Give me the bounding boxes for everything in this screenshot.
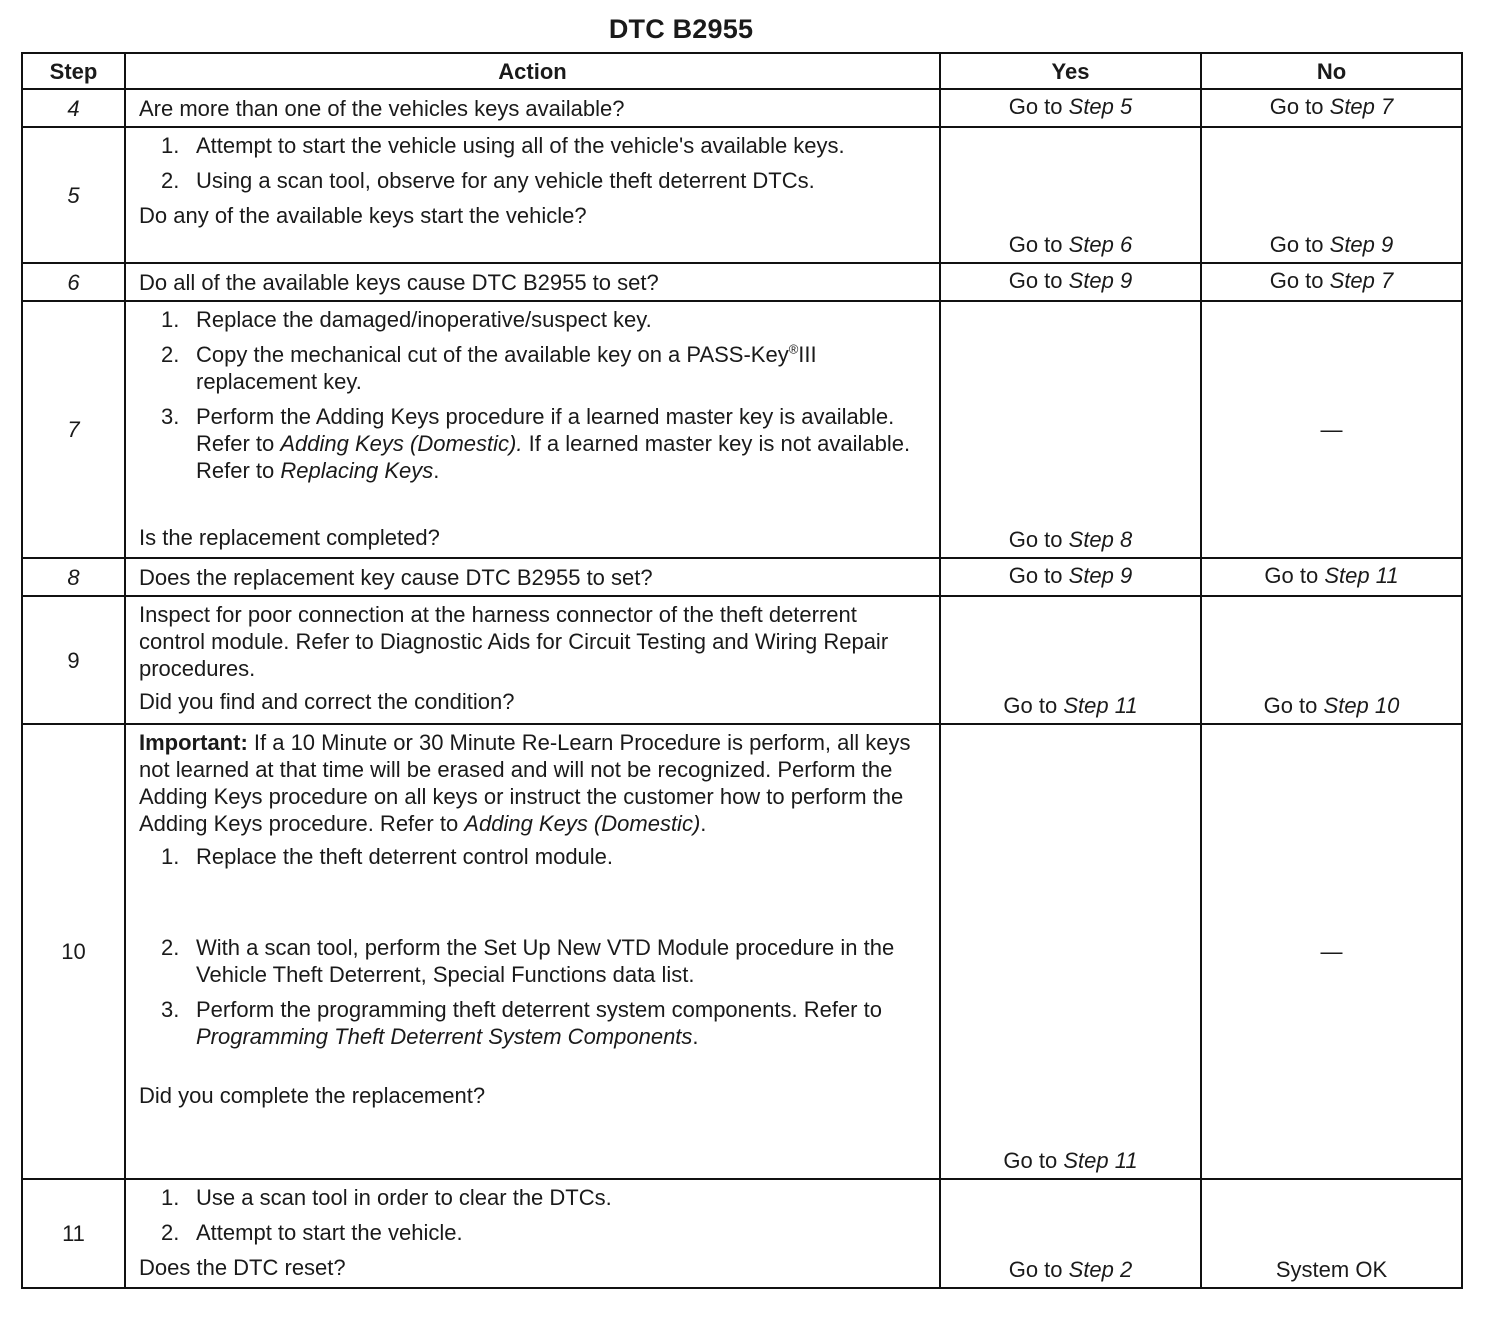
list-item: 3. Perform the programming theft deterrent system components. Refer to Programming Theft Deterrent System Components. — [161, 997, 882, 1049]
step-word: Step — [1323, 693, 1369, 718]
list-item-text: Using a scan tool, observe for any vehicle theft deterrent DTCs. — [196, 168, 815, 193]
table-row — [22, 89, 1462, 127]
important-text: If a 10 Minute or 30 Minute Re-Learn Procedure is perform, all keys not learned at that time will be erased and will not be recognized. Perform the Adding Keys procedure on all keys or instruct the customer how to perform the Adding Keys procedure. Refer to — [139, 730, 911, 836]
step-word: Step — [1068, 93, 1114, 119]
step-word: Step — [1329, 267, 1375, 293]
table-row — [22, 724, 1462, 1179]
action-steps-list — [139, 1184, 925, 1246]
dtc-diagnostic-table — [21, 52, 1463, 1289]
step-ref: 9 — [1381, 232, 1394, 257]
important-label: Important: — [139, 730, 248, 755]
step-word: Step — [1068, 1257, 1114, 1282]
header-action: Action — [125, 53, 940, 89]
list-item-text: Replace the theft deterrent control module. — [196, 844, 614, 869]
list-item: 1. Replace the damaged/inoperative/suspect key. — [161, 307, 652, 332]
yes-cell — [940, 301, 1201, 558]
table-row — [22, 1179, 1462, 1288]
action-steps-list — [139, 843, 925, 1050]
table-row — [22, 263, 1462, 301]
go-to-text: Go to — [1263, 693, 1318, 718]
list-item: 1. Use a scan tool in order to clear the DTCs. — [161, 1185, 612, 1210]
go-to-text: Go to — [1003, 693, 1058, 718]
go-to-text: Go to — [1008, 232, 1063, 257]
action-question: Are more than one of the vehicles keys available? — [139, 95, 625, 121]
list-item: 3. Perform the Adding Keys procedure if a learned master key is available. Refer to Adding Keys (Domestic). If a learned master key is not available. Refer to Replacing Keys. — [161, 404, 911, 483]
step-number: 9 — [22, 596, 125, 724]
step-number: 10 — [22, 724, 125, 1179]
action-question: Does the DTC reset? — [139, 1255, 346, 1280]
no-cell — [1201, 89, 1462, 127]
action-question: Does the replacement key cause DTC B2955 to set? — [139, 564, 653, 590]
action-cell — [125, 558, 940, 596]
header-no: No — [1201, 53, 1462, 89]
no-cell — [1201, 558, 1462, 596]
action-question: Did you find and correct the condition? — [139, 689, 515, 714]
list-item-text: Replace the damaged/inoperative/suspect key. — [196, 307, 652, 332]
no-dash: — — [1320, 939, 1343, 964]
go-to-text: Go to — [1008, 93, 1063, 119]
step-number: 11 — [22, 1179, 125, 1288]
step-number: 4 — [22, 89, 125, 127]
step-ref: 5 — [1120, 93, 1133, 119]
step-ref: 10 — [1374, 693, 1400, 718]
yes-cell — [940, 263, 1201, 301]
action-steps-list — [139, 132, 925, 194]
reference-link[interactable]: Adding Keys (Domestic) — [464, 811, 701, 836]
yes-cell — [940, 724, 1201, 1179]
no-cell — [1201, 1179, 1462, 1288]
table-row — [22, 301, 1462, 558]
action-question: Do all of the available keys cause DTC B2955 to set? — [139, 269, 659, 295]
list-item: 2. Attempt to start the vehicle. — [161, 1220, 463, 1245]
list-item: 2. Copy the mechanical cut of the available key on a PASS-Key®III replacement key. — [161, 341, 817, 394]
action-cell — [125, 1179, 940, 1288]
action-question: Is the replacement completed? — [139, 525, 440, 550]
no-dash: — — [1320, 417, 1343, 442]
action-text: Inspect for poor connection at the harness connector of the theft deterrent control module. Refer to Diagnostic Aids for Circuit Testing and Wiring Repair procedures. — [139, 602, 889, 681]
list-item: 2. Using a scan tool, observe for any vehicle theft deterrent DTCs. — [161, 168, 815, 193]
step-word: Step — [1063, 693, 1109, 718]
step-ref: 9 — [1120, 267, 1133, 293]
table-row — [22, 558, 1462, 596]
action-cell — [125, 724, 940, 1179]
list-item-text: Attempt to start the vehicle using all of the vehicle's available keys. — [196, 133, 845, 158]
step-word: Step — [1063, 1148, 1109, 1173]
step-number: 8 — [22, 558, 125, 596]
list-item: 1. Replace the theft deterrent control module. — [161, 844, 614, 869]
result-text: System OK — [1275, 1257, 1388, 1282]
go-to-text: Go to — [1003, 1148, 1058, 1173]
step-word: Step — [1068, 267, 1114, 293]
step-word: Step — [1324, 562, 1370, 588]
go-to-text: Go to — [1008, 267, 1063, 293]
step-number: 6 — [22, 263, 125, 301]
step-ref: 6 — [1120, 232, 1133, 257]
step-ref: 8 — [1120, 527, 1133, 552]
step-ref: 9 — [1120, 562, 1133, 588]
table-header-row — [22, 53, 1462, 89]
step-word: Step — [1329, 232, 1375, 257]
step-word: Step — [1068, 562, 1114, 588]
yes-cell — [940, 89, 1201, 127]
list-item-text: III replacement key. — [196, 342, 817, 394]
action-steps-list — [139, 306, 925, 484]
step-number: 5 — [22, 127, 125, 263]
yes-cell — [940, 1179, 1201, 1288]
action-cell — [125, 596, 940, 724]
list-item-text: Copy the mechanical cut of the available key on a PASS-Key — [196, 342, 789, 367]
step-ref: 2 — [1120, 1257, 1133, 1282]
action-cell — [125, 263, 940, 301]
punctuation: . — [433, 458, 440, 483]
table-row — [22, 127, 1462, 263]
go-to-text: Go to — [1008, 1257, 1063, 1282]
step-word: Step — [1068, 232, 1114, 257]
step-word: Step — [1068, 527, 1114, 552]
list-item: 1. Attempt to start the vehicle using all of the vehicle's available keys. — [161, 133, 845, 158]
step-number: 7 — [22, 301, 125, 558]
list-item-text: Attempt to start the vehicle. — [196, 1220, 463, 1245]
go-to-text: Go to — [1008, 527, 1063, 552]
punctuation: . — [692, 1024, 699, 1049]
go-to-text: Go to — [1269, 267, 1324, 293]
no-cell — [1201, 263, 1462, 301]
list-item-text: Use a scan tool in order to clear the DTCs. — [196, 1185, 612, 1210]
action-cell — [125, 301, 940, 558]
reference-link[interactable]: Programming Theft Deterrent System Components — [196, 1024, 693, 1049]
action-cell — [125, 89, 940, 127]
document-title: DTC B2955 — [608, 14, 754, 44]
no-cell — [1201, 301, 1462, 558]
punctuation: . — [700, 811, 707, 836]
no-cell — [1201, 127, 1462, 263]
yes-cell — [940, 127, 1201, 263]
action-question: Did you complete the replacement? — [139, 1083, 486, 1108]
step-ref: 7 — [1381, 93, 1394, 119]
yes-cell — [940, 596, 1201, 724]
no-cell — [1201, 596, 1462, 724]
header-step: Step — [22, 53, 125, 89]
list-item-text: Perform the Adding Keys procedure if a learned master key is available. Refer to — [196, 404, 895, 456]
reference-link[interactable]: Adding Keys (Domestic). — [280, 431, 523, 456]
important-note — [139, 729, 925, 837]
step-ref: 11 — [1114, 693, 1138, 718]
reference-link[interactable]: Replacing Keys — [280, 458, 434, 483]
no-cell — [1201, 724, 1462, 1179]
list-item-text: If a learned master key is not available. Refer to — [196, 431, 911, 483]
step-ref: 11 — [1375, 562, 1399, 588]
go-to-text: Go to — [1264, 562, 1319, 588]
list-item: 2. With a scan tool, perform the Set Up New VTD Module procedure in the Vehicle Theft Deterrent, Special Functions data list. — [161, 935, 895, 987]
list-item-text: With a scan tool, perform the Set Up New VTD Module procedure in the Vehicle Theft Deterrent, Special Functions data list. — [196, 935, 895, 987]
step-ref: 7 — [1381, 267, 1394, 293]
go-to-text: Go to — [1269, 93, 1324, 119]
action-cell — [125, 127, 940, 263]
yes-cell — [940, 558, 1201, 596]
header-yes: Yes — [940, 53, 1201, 89]
step-word: Step — [1329, 93, 1375, 119]
table-row — [22, 596, 1462, 724]
go-to-text: Go to — [1008, 562, 1063, 588]
action-question: Do any of the available keys start the vehicle? — [139, 203, 587, 228]
go-to-text: Go to — [1269, 232, 1324, 257]
list-item-text: Perform the programming theft deterrent system components. Refer to — [196, 997, 882, 1022]
step-ref: 11 — [1114, 1148, 1138, 1173]
registered-mark: ® — [788, 341, 799, 357]
